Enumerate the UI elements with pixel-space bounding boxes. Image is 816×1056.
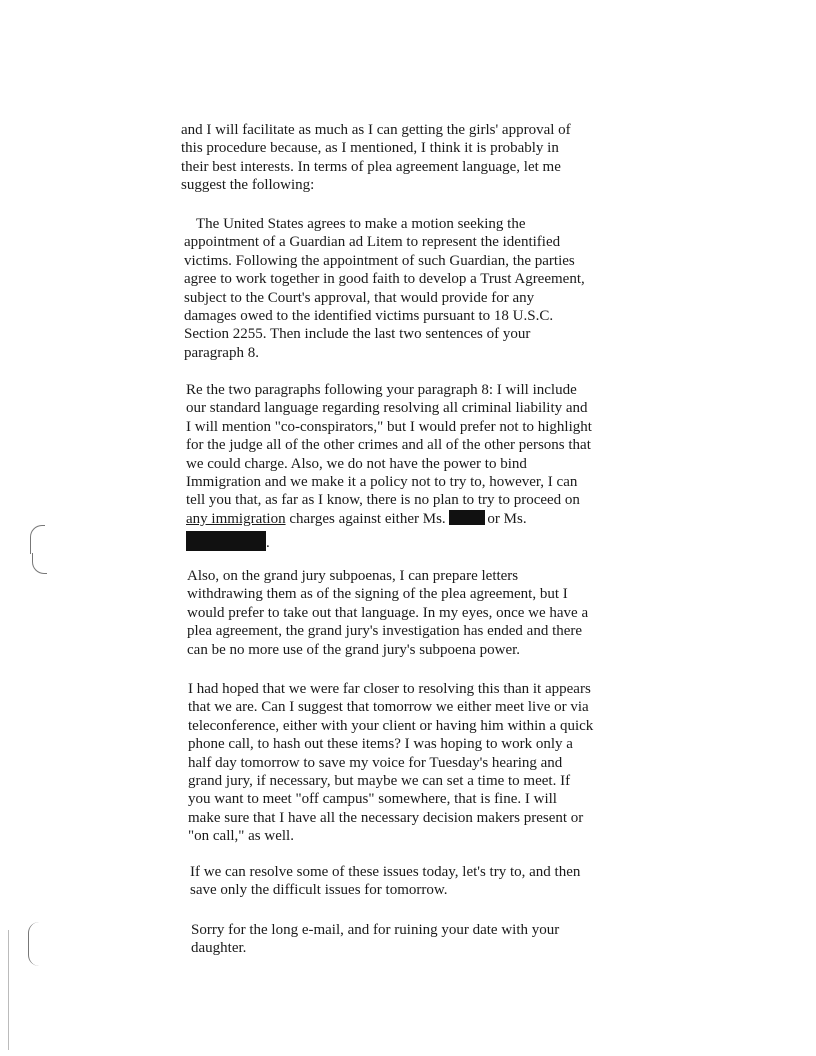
text-line: victims. Following the appointment of such Guardian, the parties xyxy=(184,252,575,269)
text-line: damages owed to the identified victims pursuant to 18 U.S.C. xyxy=(184,308,554,325)
underlined-text: any immigration xyxy=(186,510,286,527)
text-line: "on call," as well. xyxy=(188,828,294,845)
text-line: grand jury, if necessary, but maybe we can set a time to meet. If xyxy=(188,773,571,790)
text-line: tell you that, as far as I know, there is no plan to try to proceed on xyxy=(186,492,580,509)
text-line: subject to the Court's approval, that would provide for any xyxy=(184,289,535,306)
text-line: you want to meet "off campus" somewhere, that is fine. I will xyxy=(188,791,557,808)
paragraph-conspirators xyxy=(186,381,626,553)
scan-mark xyxy=(32,553,47,574)
text-line: our standard language regarding resolving all criminal liability and xyxy=(186,400,588,417)
text-line: for the judge all of the other crimes and all of the other persons that xyxy=(186,437,591,454)
text-line: suggest the following: xyxy=(181,177,315,194)
scan-mark xyxy=(30,525,45,554)
text-line: make sure that I have all the necessary decision makers present or xyxy=(188,809,584,826)
text-line: we could charge. Also, we do not have the power to bind xyxy=(186,455,527,472)
text-fragment: charges against either Ms. xyxy=(285,510,446,527)
paragraph-intro xyxy=(181,121,621,195)
paragraph-proposed-language xyxy=(184,215,624,362)
redaction-block xyxy=(186,531,266,551)
text-line: phone call, to hash out these items? I was hoping to work only a xyxy=(188,736,573,753)
text-line: Immigration and we make it a policy not to try to, however, I can xyxy=(186,474,578,491)
text-line: would prefer to take out that language. In my eyes, once we have a xyxy=(187,604,589,621)
text-line: save only the difficult issues for tomorrow. xyxy=(190,882,448,899)
text-line: and I will facilitate as much as I can getting the girls' approval of xyxy=(181,122,571,138)
text-line: plea agreement, the grand jury's investigation has ended and there xyxy=(187,623,583,640)
text-line: If we can resolve some of these issues today, let's try to, and then xyxy=(190,864,581,880)
text-line: Sorry for the long e-mail, and for ruining your date with your xyxy=(191,922,560,938)
scan-mark xyxy=(28,922,39,966)
text-line: Also, on the grand jury subpoenas, I can prepare letters xyxy=(187,568,519,584)
text-line: Re the two paragraphs following your paragraph 8: I will include xyxy=(186,382,577,398)
text-line: withdrawing them as of the signing of the plea agreement, but I xyxy=(187,586,568,603)
text-line: Section 2255. Then include the last two sentences of your xyxy=(184,326,531,343)
text-fragment: . xyxy=(266,535,270,552)
text-line xyxy=(186,510,626,528)
scan-mark xyxy=(8,930,9,1050)
text-line: agree to work together in good faith to develop a Trust Agreement, xyxy=(184,271,585,288)
text-line: teleconference, either with your client or having him within a quick xyxy=(188,717,594,734)
text-line: that we are. Can I suggest that tomorrow we either meet live or via xyxy=(188,699,589,716)
text-line: their best interests. In terms of plea agreement language, let me xyxy=(181,158,561,175)
paragraph-apology xyxy=(191,921,631,958)
paragraph-meeting xyxy=(188,680,628,846)
text-line: I will mention "co-conspirators," but I would prefer not to highlight xyxy=(186,418,592,435)
text-line: paragraph 8. xyxy=(184,344,259,361)
text-line xyxy=(186,531,626,552)
redaction-block xyxy=(449,510,485,525)
text-line: appointment of a Guardian ad Litem to represent the identified xyxy=(184,234,561,251)
paragraph-subpoenas xyxy=(187,567,627,659)
text-line: half day tomorrow to save my voice for Tuesday's hearing and xyxy=(188,754,563,771)
text-line: The United States agrees to make a motion seeking the xyxy=(196,216,526,232)
text-line: this procedure because, as I mentioned, I think it is probably in xyxy=(181,140,559,157)
text-line: can be no more use of the grand jury's subpoena power. xyxy=(187,641,521,658)
text-line: daughter. xyxy=(191,940,247,957)
text-line: I had hoped that we were far closer to resolving this than it appears xyxy=(188,681,591,697)
paragraph-resolve-today xyxy=(190,863,630,900)
text-fragment: or Ms. xyxy=(487,510,527,527)
